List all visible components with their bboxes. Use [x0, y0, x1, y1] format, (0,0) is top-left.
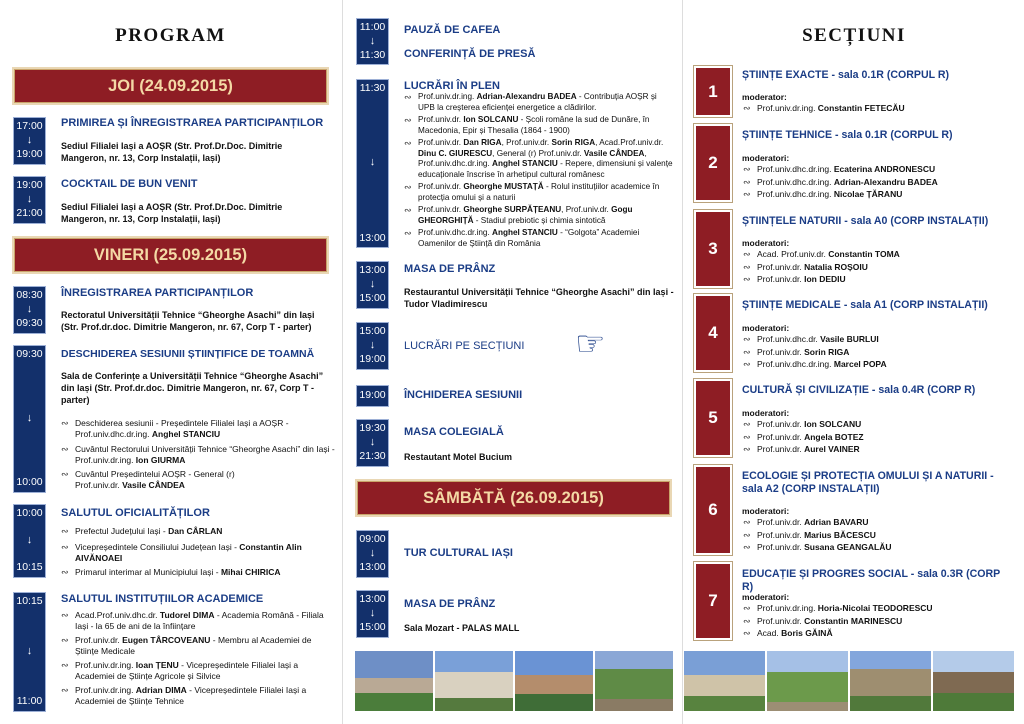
- person-name: Marius BĂCESCU: [804, 530, 876, 540]
- section-number: 6: [696, 467, 730, 553]
- bullet-icon: ∾: [743, 359, 751, 369]
- list-item: [404, 205, 673, 226]
- bullet-icon: ∾: [743, 347, 751, 357]
- moderator-item: [743, 603, 1017, 614]
- person-name: Marcel POPA: [833, 359, 887, 369]
- time-start: 09:00: [359, 533, 386, 545]
- item-text: , Prof.univ.dhc.dr.ing.: [418, 148, 647, 168]
- time-end: 19:00: [16, 148, 43, 160]
- bullet-icon: ∾: [743, 419, 751, 429]
- time-end: 13:00: [359, 232, 386, 244]
- item-text: Acad.: [757, 628, 782, 638]
- time-bar: [357, 386, 388, 406]
- item-text: Cuvântul Președintelui AOȘR - General (r) Prof.univ.dr.: [75, 469, 235, 490]
- time-start: 11:30: [359, 82, 386, 94]
- person-name: Dan CÂRLAN: [168, 526, 223, 536]
- arrow-down-icon: ↓: [26, 303, 33, 315]
- list-item: [61, 660, 330, 682]
- item-text: Acad. Prof.univ.dr.: [757, 249, 829, 259]
- time-start: 11:00: [359, 21, 386, 33]
- building-photo: [355, 651, 433, 711]
- event-title: MASA DE PRÂNZ: [404, 598, 496, 610]
- list-item: [61, 526, 335, 537]
- bullet-icon: ∾: [61, 660, 69, 670]
- garden-photo: [595, 651, 673, 711]
- event-location: Sediul Filialei Iași a AOȘR (Str. Prof.Dr.Doc. Dimitrie Mangeron, nr. 13, Corp Instalații, Iași): [61, 202, 283, 224]
- person-name: Adrian DIMA: [135, 685, 187, 695]
- time-start: 13:00: [359, 593, 386, 605]
- item-text: Cuvântul Rectorului Universității Tehnice “Gheorghe Asachi” din Iași - Prof.univ.dr.ing.: [75, 444, 335, 465]
- bullet-icon: ∾: [743, 334, 751, 344]
- list-item: [61, 635, 330, 657]
- time-bar: [357, 262, 388, 308]
- person-name: Anghel STANCIU: [492, 228, 558, 237]
- item-text: - Repere, dimensiuni și valențe educaționale înscrise în arhetipul cultural românesc: [418, 159, 673, 179]
- item-text: Prof.univ.dr.: [757, 347, 805, 357]
- list-item: [404, 115, 673, 136]
- bullet-icon: ∾: [743, 628, 751, 638]
- event-title: SALUTUL OFICIALITĂȚILOR: [61, 507, 210, 519]
- bullet-icon: ∾: [61, 418, 69, 428]
- time-bar: [14, 346, 45, 492]
- bullet-icon: ∾: [404, 115, 412, 125]
- person-name: Angela BOTEZ: [804, 432, 864, 442]
- time-start: 13:00: [359, 264, 386, 276]
- moderator-item: [743, 103, 1017, 114]
- section-title: EDUCAȚIE ȘI PROGRES SOCIAL - sala 0.3R (CORP R): [742, 568, 1001, 593]
- arrow-down-icon: ↓: [26, 412, 33, 424]
- time-start: 08:30: [16, 289, 43, 301]
- bullet-icon: ∾: [61, 526, 69, 536]
- moderator-item: [743, 164, 1017, 175]
- item-text: Prof.univ.dr.ing.: [757, 603, 818, 613]
- moderator-item: [743, 432, 1017, 443]
- item-text: Prof.univ.dr.: [418, 205, 464, 214]
- bullet-icon: ∾: [61, 469, 69, 479]
- item-text: - Academia Română - Filiala Iași - la 65 de ani de la înființare: [75, 610, 324, 631]
- item-text: - Rolul instituțiilor academice în protecția omului și a naturii: [418, 182, 660, 202]
- event-title: LUCRĂRI PE SECȚIUNI: [404, 340, 525, 352]
- house-photo: [933, 651, 1014, 711]
- person-name: Gheorghe MUSTAȚĂ: [463, 182, 544, 191]
- time-bar: [14, 177, 45, 223]
- list-item: [404, 92, 673, 113]
- arrow-down-icon: ↓: [26, 193, 33, 205]
- section-title: ȘTIINȚE TEHNICE - sala 0.1R (CORPUL R): [742, 129, 953, 141]
- bullet-icon: ∾: [743, 444, 751, 454]
- item-text: - “Golgota” Academiei Oamenilor de Știință din România: [418, 228, 640, 248]
- item-text: Prof.univ.dhc.dr.ing.: [757, 189, 834, 199]
- time-bar: [357, 591, 388, 637]
- bullet-icon: ∾: [404, 138, 412, 148]
- item-text: Prof.univ.dr.: [757, 419, 805, 429]
- list-item: [61, 610, 330, 632]
- park-photo: [767, 651, 848, 711]
- item-text: - Vicepreședintele Filialei Iași a Academiei de Științe Agricole și Silvice: [75, 660, 299, 681]
- time-bar: [357, 420, 388, 466]
- time-start: 19:00: [16, 179, 43, 191]
- event-title: MASA DE PRÂNZ: [404, 263, 496, 275]
- bullet-icon: ∾: [743, 603, 751, 613]
- theatre-photo: [684, 651, 765, 711]
- moderator-label: moderatori:: [742, 592, 790, 602]
- person-name: Constantin FETECĂU: [817, 103, 905, 113]
- program-heading: PROGRAM: [115, 25, 226, 46]
- person-name: Susana GEANGALĂU: [804, 542, 892, 552]
- time-bar: [14, 287, 45, 333]
- bullet-icon: ∾: [61, 685, 69, 695]
- moderator-item: [743, 262, 1017, 273]
- arrow-down-icon: ↓: [369, 339, 376, 351]
- moderator-label: moderator:: [742, 92, 787, 102]
- item-text: - Membru al Academiei de Științe Medicale: [75, 635, 312, 656]
- item-text: Prof.univ.dr.: [757, 274, 805, 284]
- bullet-icon: ∾: [61, 610, 69, 620]
- person-name: Ioan ȚENU: [135, 660, 179, 670]
- section-title: ȘTIINȚE EXACTE - sala 0.1R (CORPUL R): [742, 69, 950, 81]
- moderator-label: moderatori:: [742, 238, 790, 248]
- event-title: SALUTUL INSTITUȚIILOR ACADEMICE: [61, 593, 264, 605]
- photo-strip: [355, 651, 673, 711]
- person-name: Vasile CÂNDEA: [583, 148, 645, 158]
- moderator-item: [743, 419, 1017, 430]
- event-title: PAUZĂ DE CAFEA: [404, 24, 501, 36]
- bullet-icon: ∾: [61, 542, 69, 552]
- person-name: Natalia ROȘOIU: [804, 262, 868, 272]
- moderator-item: [743, 444, 1017, 455]
- item-text: Prof.univ.dr.: [757, 530, 805, 540]
- arrow-down-icon: ↓: [369, 436, 376, 448]
- photo-strip-right: [684, 651, 1014, 711]
- bullet-icon: ∾: [743, 164, 751, 174]
- moderator-label: moderatori:: [742, 408, 790, 418]
- list-item: [404, 138, 673, 180]
- item-text: - Școli române la sud de Dunăre, în Macedonia, Epir și Thesalia (1864 - 1900): [418, 115, 650, 135]
- person-name: Ion SOLCANU: [804, 419, 862, 429]
- bullet-icon: ∾: [743, 517, 751, 527]
- person-name: Vasile CÂNDEA: [122, 480, 185, 490]
- time-bar: [357, 19, 388, 64]
- item-text: Prof.univ.dhc.dr.: [757, 334, 821, 344]
- item-text: Prof.univ.dr.: [418, 182, 464, 191]
- item-text: Prof.univ.dr.: [757, 616, 805, 626]
- time-bar: [14, 118, 45, 164]
- time-end: 13:00: [359, 561, 386, 573]
- person-name: Gheorghe SURPĂȚEANU: [463, 205, 562, 214]
- person-name: Adrian BAVARU: [804, 517, 869, 527]
- list-item: [404, 182, 673, 203]
- time-end: 11:00: [16, 695, 43, 707]
- item-text: Prof.univ.dr.: [757, 432, 805, 442]
- bullet-icon: ∾: [404, 205, 412, 215]
- moderator-item: [743, 628, 1017, 639]
- bullet-icon: ∾: [743, 530, 751, 540]
- person-name: Vasile BURLUI: [820, 334, 879, 344]
- time-end: 21:30: [359, 450, 386, 462]
- event-location: Sala Mozart - PALAS MALL: [404, 623, 520, 633]
- section-title: ȘTIINȚELE NATURII - sala A0 (CORP INSTALAȚII): [742, 215, 989, 227]
- palace-photo: [435, 651, 513, 711]
- section-number: 4: [696, 296, 730, 370]
- item-text: Deschiderea sesiunii - Președintele Filialei Iași a AOȘR - Prof.univ.dhc.dr.ing.: [75, 418, 289, 439]
- program-middle-column: [342, 0, 683, 724]
- sectiuni-column: [684, 0, 1024, 724]
- church-photo: [850, 651, 931, 711]
- event-title: ÎNCHIDEREA SESIUNII: [404, 389, 523, 401]
- bullet-icon: ∾: [404, 92, 412, 102]
- person-name: Nicolae ȚĂRANU: [833, 189, 903, 199]
- person-name: Aurel VAINER: [804, 444, 860, 454]
- moderator-item: [743, 249, 1017, 260]
- person-name: Adrian-Alexandru BADEA: [476, 92, 577, 101]
- event-title: ÎNREGISTRAREA PARTICIPANȚILOR: [61, 287, 254, 299]
- moderator-item: [743, 334, 1017, 345]
- moderator-item: [743, 347, 1017, 358]
- culture-palace-photo: [515, 651, 593, 711]
- event-location: Sediul Filialei Iași a AOȘR (Str. Prof.Dr.Doc. Dimitrie Mangeron, nr. 13, Corp Instalații, Iași): [61, 141, 283, 163]
- event-location: Sala de Conferințe a Universității Tehnice “Gheorghe Asachi” din Iași (Str. Prof.dr.doc. Dimitrie Mangeron, nr. 67, Corp T - parter): [61, 371, 324, 405]
- moderator-item: [743, 542, 1017, 553]
- item-text: - Stadiul prebiotic și chimia sintotică: [473, 215, 606, 225]
- bullet-icon: ∾: [743, 432, 751, 442]
- arrow-down-icon: ↓: [369, 278, 376, 290]
- pointing-hand-icon: ☞: [575, 325, 606, 363]
- bullet-icon: ∾: [61, 444, 69, 454]
- section-number: 5: [696, 381, 730, 455]
- event-location: Restaurantul Universității Tehnice “Gheorghe Asachi” din Iași - Tudor Vladimirescu: [404, 287, 674, 309]
- list-item: [61, 418, 335, 440]
- section-number: 7: [696, 564, 730, 638]
- person-name: Anghel STANCIU: [492, 159, 558, 168]
- person-name: Ion SOLCANU: [463, 115, 519, 124]
- item-text: Prof.univ.dr.ing.: [75, 685, 136, 695]
- person-name: Horia-Nicolai TEODORESCU: [817, 603, 933, 613]
- item-text: Prof.univ.dr.: [757, 262, 805, 272]
- day-band-vineri: VINERI (25.09.2015): [14, 238, 327, 272]
- person-name: Boris GĂINĂ: [781, 628, 833, 638]
- section-number: 3: [696, 212, 730, 286]
- day-band-sambata: SÂMBĂTĂ (26.09.2015): [357, 481, 670, 515]
- person-name: Sorin RIGA: [804, 347, 850, 357]
- item-text: Prof.univ.dhc.dr.ing.: [757, 359, 834, 369]
- item-text: Acad.Prof.univ.dhc.dr.: [75, 610, 160, 620]
- list-item: [61, 444, 335, 466]
- event-location: Restautant Motel Bucium: [404, 452, 513, 462]
- list-item: [61, 469, 275, 491]
- bullet-icon: ∾: [404, 228, 412, 238]
- item-text: Prefectul Județului Iași -: [75, 526, 169, 536]
- time-end: 11:30: [359, 49, 386, 61]
- item-text: - Contribuția AOȘR și UPB la creșterea eficienței energetice a clădirilor.: [418, 92, 657, 112]
- time-start: 10:00: [16, 507, 43, 519]
- time-end: 15:00: [359, 621, 386, 633]
- item-text: Prof.univ.dr.: [75, 635, 123, 645]
- moderator-item: [743, 530, 1017, 541]
- bullet-icon: ∾: [61, 635, 69, 645]
- arrow-down-icon: ↓: [369, 156, 376, 168]
- arrow-down-icon: ↓: [369, 35, 376, 47]
- day-band-joi: JOI (24.09.2015): [14, 69, 327, 103]
- bullet-icon: ∾: [743, 189, 751, 199]
- bullet-icon: ∾: [743, 262, 751, 272]
- event-title: TUR CULTURAL IAȘI: [404, 547, 513, 559]
- bullet-icon: ∾: [61, 567, 69, 577]
- section-title: ECOLOGIE ȘI PROTECȚIA OMULUI ȘI A NATURII - sala A2 (CORP INSTALAȚII): [742, 470, 994, 495]
- person-name: Ion DEDIU: [804, 274, 846, 284]
- arrow-down-icon: ↓: [26, 534, 33, 546]
- time-bar: [357, 531, 388, 577]
- item-text: Prof.univ.dr.: [757, 444, 805, 454]
- bullet-icon: ∾: [743, 249, 751, 259]
- item-text: Prof.univ.dr.: [418, 138, 464, 147]
- time-end: 15:00: [359, 292, 386, 304]
- time-bar: [357, 80, 388, 247]
- time-start: 09:30: [16, 348, 43, 360]
- moderator-item: [743, 616, 1017, 627]
- item-text: Prof.univ.dhc.dr.ing.: [418, 228, 493, 237]
- list-item: [61, 542, 335, 564]
- person-name: Dan RIGA: [463, 138, 502, 147]
- time-end: 10:00: [16, 476, 43, 488]
- list-item: [404, 228, 673, 249]
- time-end: 09:30: [16, 317, 43, 329]
- moderator-item: [743, 274, 1017, 285]
- item-text: Prof.univ.dr.: [757, 542, 805, 552]
- section-number: 1: [696, 68, 730, 115]
- time-start: 19:30: [359, 422, 386, 434]
- time-end: 10:15: [16, 561, 43, 573]
- event-title: MASA COLEGIALĂ: [404, 426, 504, 438]
- person-name: Ecaterina ANDRONESCU: [833, 164, 936, 174]
- bullet-icon: ∾: [743, 177, 751, 187]
- moderator-label: moderatori:: [742, 506, 790, 516]
- person-name: Sorin RIGA: [551, 138, 596, 147]
- moderator-label: moderatori:: [742, 153, 790, 163]
- person-name: Gogu GHEORGHIȚĂ: [418, 205, 633, 225]
- section-number: 2: [696, 126, 730, 200]
- time-bar: [357, 323, 388, 369]
- time-start: 17:00: [16, 120, 43, 132]
- item-text: , General (r) Prof.univ.dr.: [492, 148, 584, 158]
- time-start: 19:00: [359, 389, 386, 401]
- bullet-icon: ∾: [743, 542, 751, 552]
- item-text: Primarul interimar al Municipiului Iași -: [75, 567, 221, 577]
- sectiuni-heading: SECȚIUNI: [802, 25, 906, 46]
- item-text: , Acad.Prof.univ.dr.: [595, 138, 664, 147]
- item-text: , Prof.univ.dr.: [561, 205, 612, 214]
- arrow-down-icon: ↓: [26, 645, 33, 657]
- item-text: Prof.univ.dr.: [757, 517, 805, 527]
- time-end: 21:00: [16, 207, 43, 219]
- person-name: Constantin TOMA: [828, 249, 900, 259]
- event-title: COCKTAIL DE BUN VENIT: [61, 178, 198, 190]
- list-item: [61, 685, 330, 707]
- person-name: Anghel STANCIU: [151, 429, 221, 439]
- item-text: Prof.univ.dhc.dr.ing.: [757, 177, 834, 187]
- time-start: 15:00: [359, 325, 386, 337]
- person-name: Tudorel DIMA: [159, 610, 215, 620]
- arrow-down-icon: ↓: [369, 547, 376, 559]
- bullet-icon: ∾: [743, 103, 751, 113]
- person-name: Eugen TÂRCOVEANU: [122, 635, 211, 645]
- arrow-down-icon: ↓: [369, 607, 376, 619]
- person-name: Ion GIURMA: [135, 455, 186, 465]
- event-title: PRIMIREA ȘI ÎNREGISTRAREA PARTICIPANȚILOR: [61, 117, 324, 129]
- item-text: Prof.univ.dr.ing.: [757, 103, 818, 113]
- moderator-item: [743, 189, 1017, 200]
- time-bar: [14, 505, 45, 577]
- item-text: - Vicepreședintele Filialei Iași a Academiei de Științe Tehnice: [75, 685, 307, 706]
- item-text: Prof.univ.dhc.dr.ing.: [757, 164, 834, 174]
- time-bar: [14, 593, 45, 711]
- time-start: 10:15: [16, 595, 43, 607]
- bullet-icon: ∾: [743, 274, 751, 284]
- item-text: Vicepreședintele Consiliului Județean Iași -: [75, 542, 240, 552]
- person-name: Adrian-Alexandru BADEA: [833, 177, 938, 187]
- item-text: , Prof.univ.dr.: [501, 138, 552, 147]
- person-name: Constantin MARINESCU: [804, 616, 903, 626]
- time-end: 19:00: [359, 353, 386, 365]
- event-location: Rectoratul Universității Tehnice “Gheorghe Asachi” din Iași (Str. Prof.dr.doc. Dimitrie Mangeron, nr. 67, Corp T - parter): [61, 310, 315, 332]
- list-item: [61, 567, 335, 578]
- arrow-down-icon: ↓: [26, 134, 33, 146]
- section-title: CULTURĂ ȘI CIVILIZAȚIE - sala 0.4R (CORP R): [742, 384, 976, 396]
- moderator-item: [743, 517, 1017, 528]
- item-text: Prof.univ.dr.ing.: [418, 92, 477, 101]
- person-name: Mihai CHIRICA: [220, 567, 281, 577]
- moderator-label: moderatori:: [742, 323, 790, 333]
- event-title: DESCHIDEREA SESIUNII ȘTIINȚIFICE DE TOAMNĂ: [61, 348, 315, 360]
- event-title: CONFERINȚĂ DE PRESĂ: [404, 48, 536, 60]
- moderator-item: [743, 177, 1017, 188]
- person-name: Dinu C. GIURESCU: [418, 148, 493, 158]
- bullet-icon: ∾: [743, 616, 751, 626]
- item-text: Prof.univ.dr.ing.: [75, 660, 136, 670]
- person-name: Constantin Alin AIVĂNOAEI: [75, 542, 302, 563]
- event-title: LUCRĂRI ÎN PLEN: [404, 80, 500, 92]
- program-column: [0, 0, 341, 724]
- moderator-item: [743, 359, 1017, 370]
- item-text: Prof.univ.dr.: [418, 115, 464, 124]
- bullet-icon: ∾: [404, 182, 412, 192]
- section-title: ȘTIINȚE MEDICALE - sala A1 (CORP INSTALAȚII): [742, 299, 988, 311]
